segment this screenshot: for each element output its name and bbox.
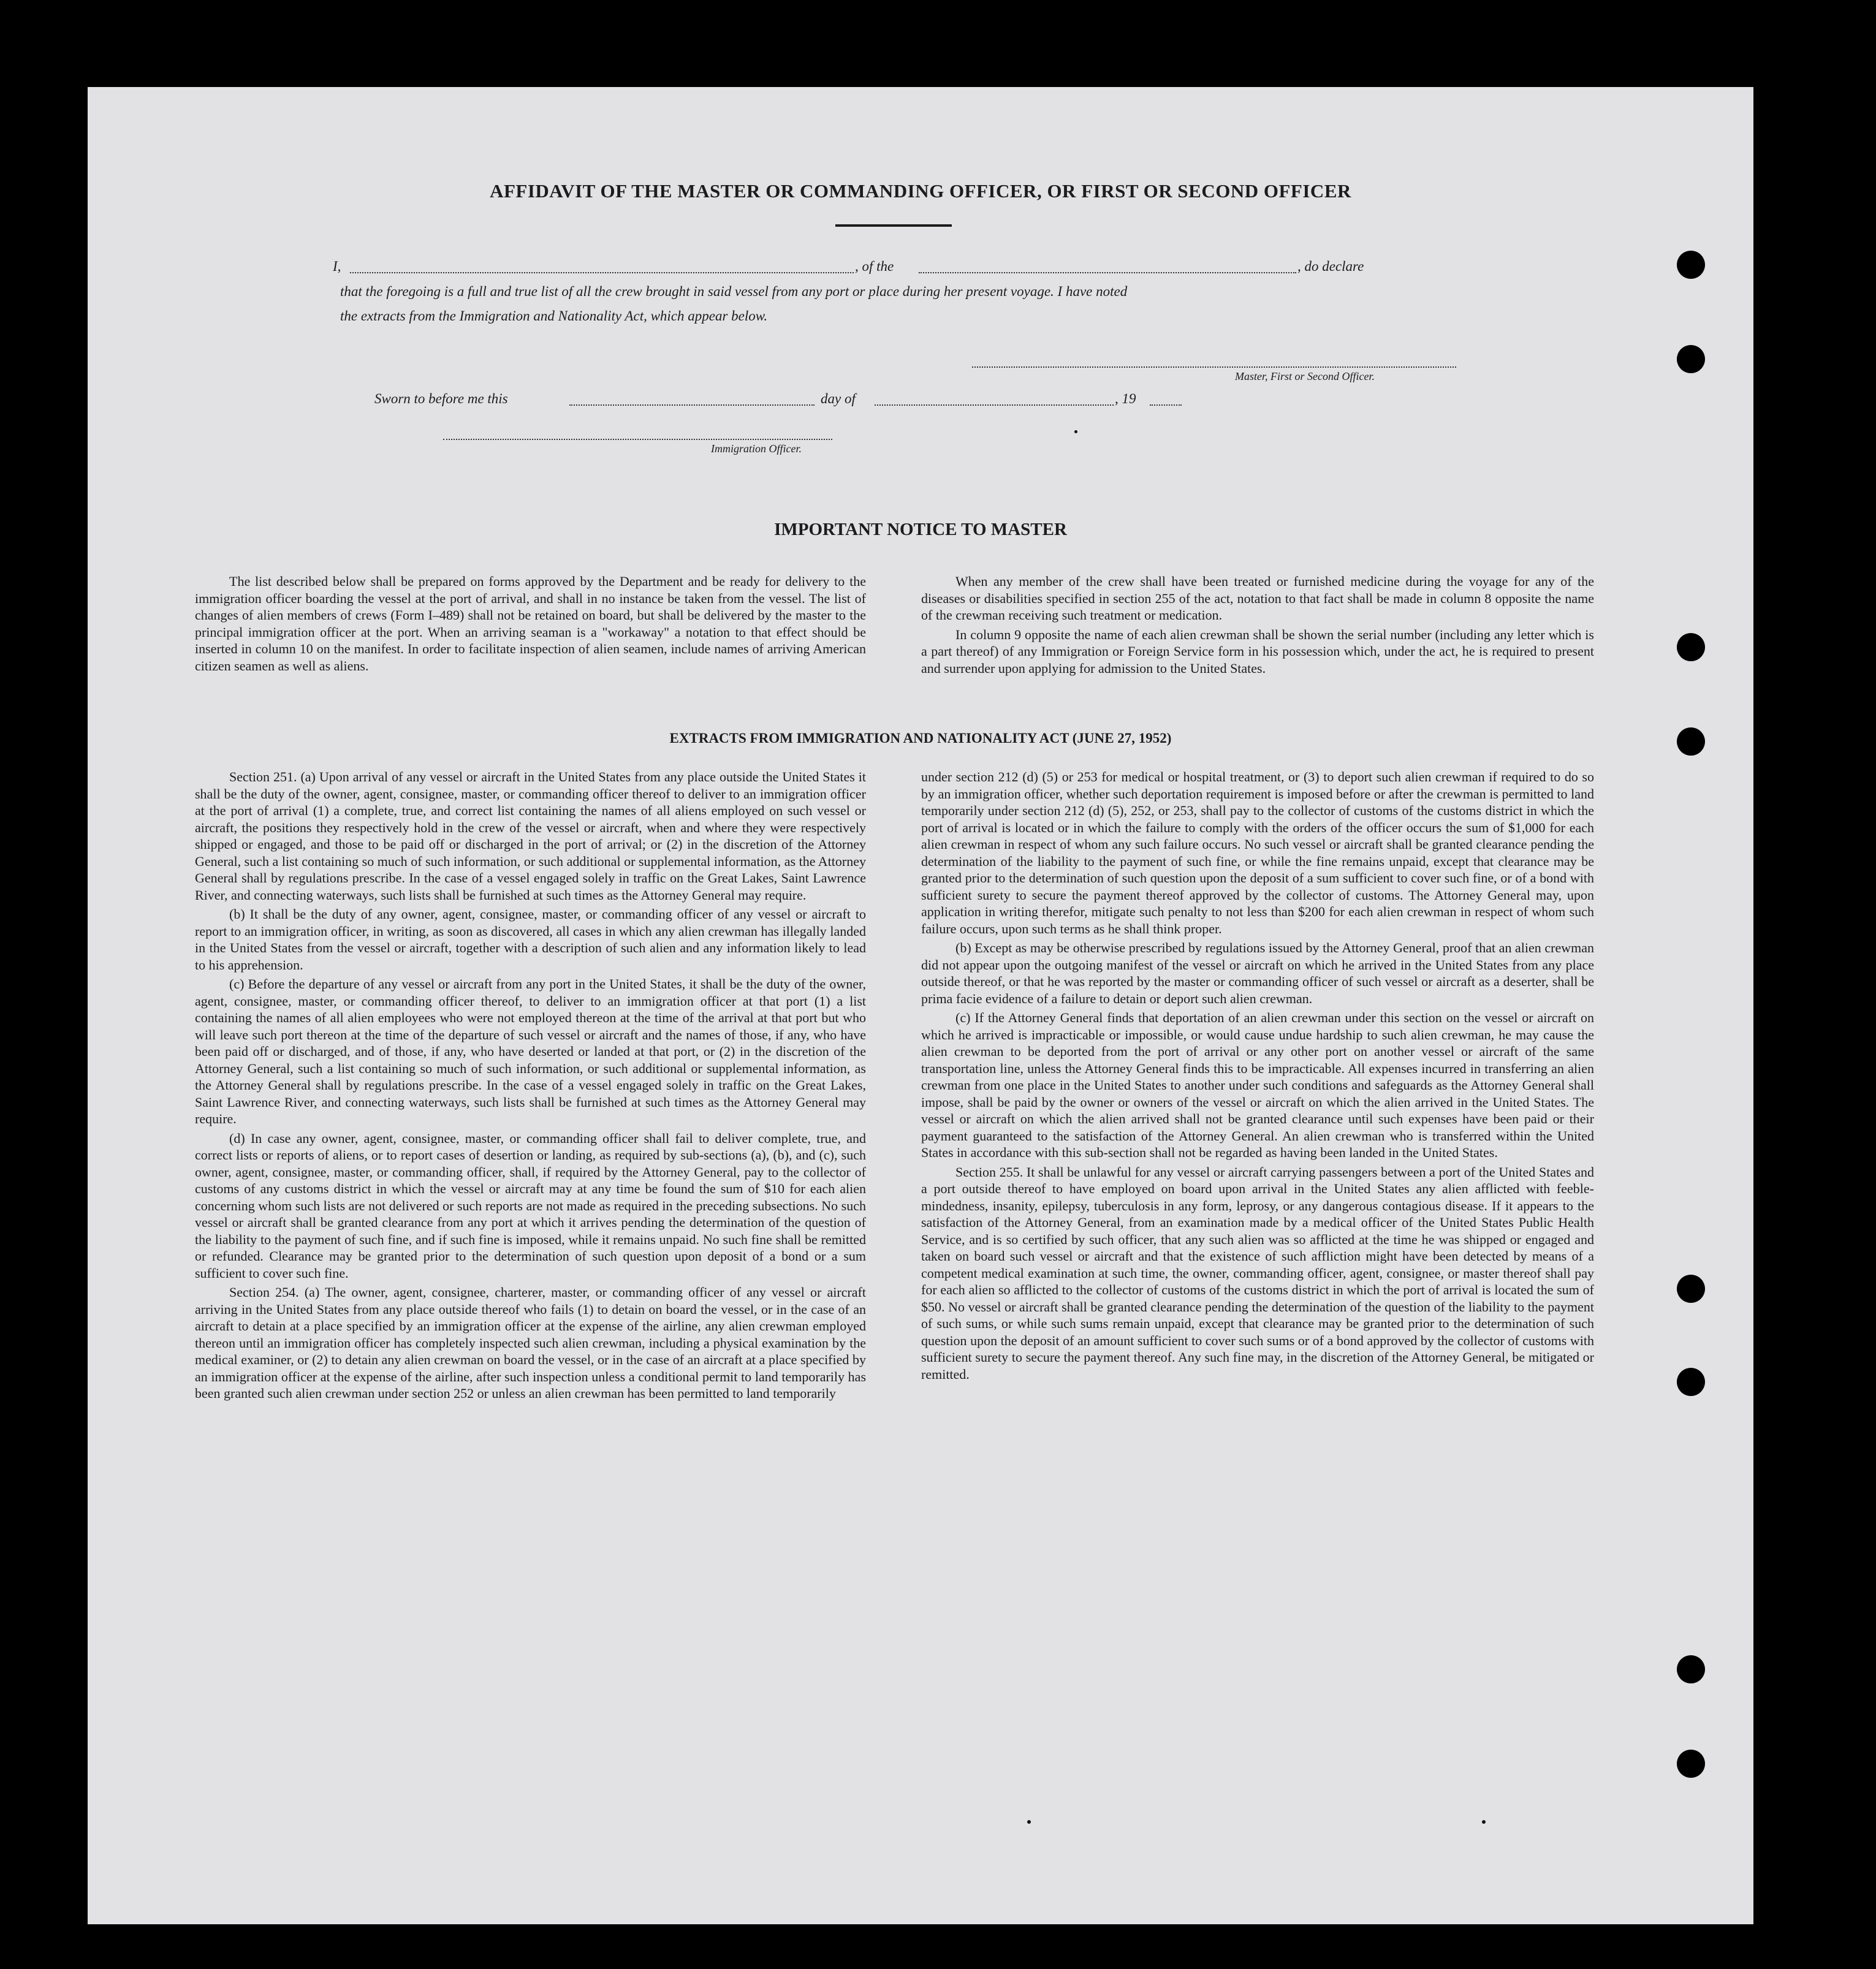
section-paragraph: Section 254. (a) The owner, agent, consignee, charterer, master, or commanding officer of any vessel or aircraft arriving in the United States from any place outside thereof who fails (1) to detain on board the vessel, or in the case of an aircraft to detain at a place specified by an immigration officer at the expense of the airline, any alien crewman employed thereon until an immigration officer has completely inspected such alien crewman, including a physical examination by the medical examiner, or (2) to detain any alien crewman on board the vessel, or in the case of an aircraft at a place specified by an immigration officer at the expense of the airline, after such inspection unless a conditional permit to land temporarily has been granted such alien crewman under section 252 or unless an alien crewman has been permitted to land temporarily xyxy=(195,1284,866,1401)
section-paragraph: Section 255. It shall be unlawful for any vessel or aircraft carrying passengers between a port of the United States and a port outside thereof to have employed on board upon arrival in the United States any alien afflicted with feeble-mindedness, insanity, epilepsy, tuberculosis in any form, leprosy, or any dangerous contagious disease. If it appears to the satisfaction of the Attorney General, from an examination made by a medical officer of the United States Public Health Service, and is so certified by such officer, that any such alien was so afflicted at the time he was shipped or engaged and taken on board such vessel or aircraft and that the existence of such affliction might have been detected by means of a competent medical examination at such time, the owner, commanding officer, agent, consignee, or master thereof shall pay for each alien so afflicted to the collector of customs of the customs district in which the port of arrival is located the sum of $50. No vessel or aircraft shall be granted clearance pending the determination of the question of the liability to the payment of such sums, or while such sums remain unpaid, except that clearance may be granted prior to the determination of such question upon the deposit of an amount sufficient to cover such sums or of a bond approved by the collector of customs with sufficient surety to secure the payment thereof. Any such fine may, in the discretion of the Attorney General, be mitigated or remitted. xyxy=(921,1164,1594,1382)
binder-hole xyxy=(1677,1750,1705,1778)
section-paragraph: (b) It shall be the duty of any owner, agent, consignee, master, or commanding officer of any vessel or aircraft to report to an immigration officer, in writing, as soon as discovered, all cases in which any alien crewman has illegally landed in the United States from the vessel or aircraft, together with a description of such alien and any information likely to lead to his apprehension. xyxy=(195,906,866,973)
section-paragraph: (c) Before the departure of any vessel or aircraft from any port in the United States, it shall be the duty of the owner, agent, consignee, master, or commanding officer thereof, to deliver to an immigration officer at that port (1) a list containing the names of all alien employees who were not employed thereon at the time of the arrival at that port but who will leave such port thereon at the time of the departure of such vessel or aircraft and the names of those, if any, who have been paid off or discharged, and of those, if any, who have deserted or landed at that port, or (2) in the discretion of the Attorney General, such a list containing so much of such information, or such additional or supplemental information, as the Attorney General shall by regulations prescribe. In the case of a vessel engaged solely in traffic on the Great Lakes, Saint Lawrence River, and connecting waterways, such lists shall be furnished at such times as the Attorney General may require. xyxy=(195,976,866,1126)
officer-signature-line[interactable] xyxy=(443,439,832,440)
extracts-right-column xyxy=(921,768,1594,1385)
day-of-label: day of xyxy=(821,391,856,406)
vessel-blank[interactable] xyxy=(919,272,1296,273)
master-signature-caption: Master, First or Second Officer. xyxy=(1235,370,1375,382)
section-paragraph: (c) If the Attorney General finds that deportation of an alien crewman under this section on the vessel or aircraft on which he arrived is impracticable or impossible, or would cause undue hardship to such alien crewman, he may cause the alien crewman to be deported from the port of arrival or any other port on another vessel or aircraft of the same transportation line, unless the Attorney General finds this to be impracticable. All expenses incurred in transferring an alien crewman from one place in the United States to another under such conditions and safeguards as the Attorney General shall impose, shall be paid by the owner or owners of the vessel or aircraft on which the alien arrived in the United States. The vessel or aircraft on which the alien arrived shall not be granted clearance until such expenses have been paid or their payment guaranteed to the satisfaction of the Attorney General. An alien crewman who is transferred within the United States in accordance with this sub-section shall not be regarded as having been landed in the United States. xyxy=(921,1010,1594,1160)
notice-paragraph: The list described below shall be prepared on forms approved by the Department and be ready for delivery to the immigration officer boarding the vessel at the port of arrival, and shall in no instance be taken from the vessel. The list of changes of alien members of crews (Form I–489) shall not be retained on board, but shall be delivered by the master to the principal immigration officer at the port. When an arriving seaman is a "workaway" a notation to that effect should be inserted in column 10 on the manifest. In order to facilitate inspection of alien seamen, include names of arriving American citizen seamen as well as aliens. xyxy=(195,574,866,673)
print-speck xyxy=(1074,430,1077,433)
sworn-month-blank[interactable] xyxy=(875,404,1114,406)
section-paragraph: (b) Except as may be otherwise prescribed by regulations issued by the Attorney General, proof that an alien crewman did not appear upon the outgoing manifest of the vessel or aircraft on which he arrived in the United States from any place outside thereof, or that he was reported by the master or commanding officer of such vessel or aircraft as a deserter, shall be prima facie evidence of a failure to detain or deport such alien crewman. xyxy=(921,940,1594,1006)
affidavit-of-the-label: , of the xyxy=(855,259,894,274)
notice-paragraph: In column 9 opposite the name of each alien crewman shall be shown the serial number (including any letter which is a part thereof) of any Immigration or Foreign Service form in his possession which, under the act, he is required to present and surrender upon applying for admission to the United States. xyxy=(921,626,1594,676)
extracts-heading: EXTRACTS FROM IMMIGRATION AND NATIONALITY ACT (JUNE 27, 1952) xyxy=(669,730,1172,746)
binder-hole xyxy=(1677,1655,1705,1683)
sworn-year-blank[interactable] xyxy=(1150,404,1182,406)
affidavit-title: AFFIDAVIT OF THE MASTER OR COMMANDING OFFICER, OR FIRST OR SECOND OFFICER xyxy=(490,180,1351,202)
affidavit-do-declare-label: , do declare xyxy=(1297,259,1364,274)
extracts-left-column xyxy=(195,768,866,1405)
affidavit-statement-line: the extracts from the Immigration and Nationality Act, which appear below. xyxy=(340,308,768,324)
section-paragraph: under section 212 (d) (5) or 253 for medical or hospital treatment, or (3) to deport such alien crewman if required to do so by an immigration officer, whether such deportation requirement is imposed before or after the crewman is permitted to land temporarily under section 212 (d) (5), 252, or 253, shall pay to the collector of customs of the customs district in which the port of arrival is located or in which the failure to comply with the orders of the officer occurs the sum of $1,000 for each alien crewman in respect of whom any such failure occurs. No such vessel or aircraft shall be granted clearance pending the determination of the liability to the payment of such fine, or while the fine remains unpaid, except that clearance may be granted prior to the determination of such question upon the deposit of a sum sufficient to cover such fine, or of a bond with sufficient surety to secure the payment thereof approved by the collector of customs. The Attorney General may, upon application in writing therefor, mitigate such penalty to not less than $200 for each alien crewman in respect of whom such failure occurs, upon such terms as he shall think proper. xyxy=(921,769,1594,936)
name-blank[interactable] xyxy=(350,272,854,273)
section-paragraph: Section 251. (a) Upon arrival of any vessel or aircraft in the United States from any place outside the United States it shall be the duty of the owner, agent, consignee, master, or commanding officer thereof to deliver to an immigration officer at the port of arrival (1) a complete, true, and correct list containing the names of all aliens employed on such vessel or aircraft, the positions they respectively hold in the crew of the vessel or aircraft, when and where they were respectively shipped or engaged, and those to be paid off or discharged in the port of arrival; or (2) in the discretion of the Attorney General, such a list containing so much of such information, or such additional or supplemental information, as the Attorney General shall by regulations prescribe. In the case of a vessel engaged solely in traffic on the Great Lakes, Saint Lawrence River, and connecting waterways, such lists shall be furnished at such times as the Attorney General may require. xyxy=(195,769,866,903)
print-speck xyxy=(1482,1820,1486,1824)
master-signature-line[interactable] xyxy=(972,366,1456,368)
affidavit-i-label: I, xyxy=(333,259,341,274)
notice-heading: IMPORTANT NOTICE TO MASTER xyxy=(774,520,1067,539)
binder-hole xyxy=(1677,345,1705,373)
binder-hole xyxy=(1677,1275,1705,1303)
binder-hole xyxy=(1677,251,1705,279)
notice-paragraph: When any member of the crew shall have been treated or furnished medicine during the voyage for any of the diseases or disabilities specified in section 255 of the act, notation to that fact shall be made in column 8 opposite the name of the crewman receiving such treatment or medication. xyxy=(921,574,1594,623)
title-divider xyxy=(835,224,952,227)
officer-signature-caption: Immigration Officer. xyxy=(711,442,802,455)
year-label: , 19 xyxy=(1115,391,1136,406)
print-speck xyxy=(1027,1820,1031,1824)
notice-right-column xyxy=(921,573,1594,679)
affidavit-statement-line: that the foregoing is a full and true list of all the crew brought in said vessel from any port or place during her present voyage. I have noted xyxy=(340,284,1128,299)
sworn-label: Sworn to before me this xyxy=(374,391,508,406)
sworn-day-blank[interactable] xyxy=(569,404,815,406)
binder-hole xyxy=(1677,633,1705,661)
notice-left-column xyxy=(195,573,866,677)
document-page xyxy=(88,87,1753,1924)
binder-hole xyxy=(1677,1368,1705,1396)
section-paragraph: (d) In case any owner, agent, consignee, master, or commanding officer shall fail to deliver complete, true, and correct lists or reports of aliens, or to report cases of desertion or landing, as required by sub-sections (a), (b), and (c), such owner, agent, consignee, master, or commanding officer, shall, if required by the Attorney General, pay to the collector of customs of any customs district in which the vessel or aircraft may at any time be found the sum of $10 for each alien concerning whom such lists are not delivered or such reports are not made as required in the preceding subsections. No such vessel or aircraft shall be granted clearance from any port at which it arrives pending the determination of the question of the liability to the payment of such fine, and if such fine is imposed, while it remains unpaid. No such fine shall be remitted or refunded. Clearance may be granted prior to the determination of such question upon deposit of a bond or a sum sufficient to cover such fine. xyxy=(195,1130,866,1281)
